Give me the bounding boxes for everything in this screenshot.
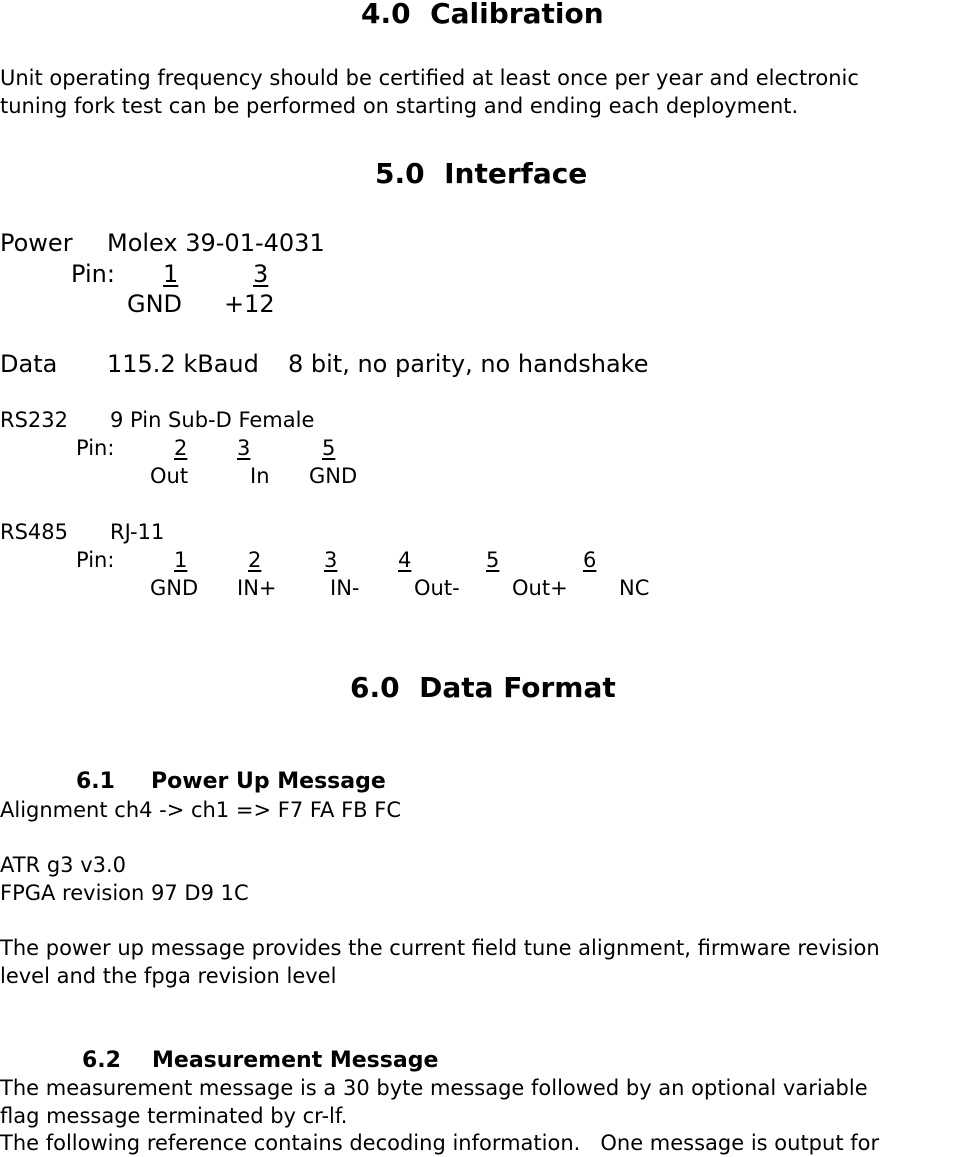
rs232-pin-label: Pin: bbox=[76, 436, 115, 460]
measurement-text-line: The following reference contains decoding information. One message is output for bbox=[0, 1131, 880, 1155]
rs485-pin-number: 6 bbox=[583, 548, 597, 572]
rs485-pin-number: 5 bbox=[486, 548, 500, 572]
power-pin-label: Pin: bbox=[71, 260, 115, 288]
power-up-text-line: Alignment ch4 -> ch1 => F7 FA FB FC bbox=[0, 798, 401, 822]
measurement-text-line: flag message terminated by cr-lf. bbox=[0, 1104, 348, 1128]
rs485-pin-signal: GND bbox=[150, 576, 199, 600]
rs485-pin-number: 3 bbox=[324, 548, 338, 572]
power-label: Power bbox=[0, 229, 73, 257]
rs485-pin-signal: Out- bbox=[414, 576, 460, 600]
rs485-pin-number: 1 bbox=[174, 548, 188, 572]
calibration-text-line: Unit operating frequency should be certified at least once per year and electronic bbox=[0, 66, 859, 90]
data-format-heading: 6.0 Data Format bbox=[350, 671, 616, 704]
power-up-section-title: Power Up Message bbox=[151, 769, 386, 794]
data-label: Data bbox=[0, 350, 58, 378]
rs232-connector: 9 Pin Sub-D Female bbox=[110, 408, 315, 432]
calibration-heading: 4.0 Calibration bbox=[361, 0, 604, 30]
rs232-label: RS232 bbox=[0, 408, 69, 432]
rs485-connector: RJ-11 bbox=[110, 520, 165, 544]
power-up-text-line: level and the fpga revision level bbox=[0, 964, 337, 988]
rs485-pin-signal: Out+ bbox=[512, 576, 568, 600]
power-up-section-number: 6.1 bbox=[76, 769, 115, 794]
calibration-text-line: tuning fork test can be performed on starting and ending each deployment. bbox=[0, 94, 799, 118]
rs485-pin-signal: NC bbox=[619, 576, 650, 600]
power-up-text-line: ATR g3 v3.0 bbox=[0, 853, 127, 877]
power-pin-signal: GND bbox=[127, 290, 183, 318]
rs232-pin-number: 3 bbox=[237, 436, 251, 460]
interface-heading: 5.0 Interface bbox=[375, 157, 588, 190]
power-up-text-line: FPGA revision 97 D9 1C bbox=[0, 881, 249, 905]
measurement-text-line: The measurement message is a 30 byte message followed by an optional variable bbox=[0, 1076, 868, 1100]
measurement-section-title: Measurement Message bbox=[152, 1048, 439, 1073]
rs232-pin-number: 2 bbox=[174, 436, 188, 460]
data-baud: 115.2 kBaud bbox=[107, 350, 259, 378]
power-pin-number: 1 bbox=[163, 260, 179, 288]
rs485-pin-label: Pin: bbox=[76, 548, 115, 572]
rs485-pin-number: 2 bbox=[248, 548, 262, 572]
power-pin-number: 3 bbox=[253, 260, 269, 288]
data-format: 8 bit, no parity, no handshake bbox=[288, 350, 649, 378]
power-connector: Molex 39-01-4031 bbox=[107, 229, 325, 257]
rs485-pin-number: 4 bbox=[398, 548, 412, 572]
rs232-pin-signal: In bbox=[250, 464, 270, 488]
rs232-pin-signal: GND bbox=[309, 464, 358, 488]
rs232-pin-number: 5 bbox=[322, 436, 336, 460]
rs485-pin-signal: IN- bbox=[330, 576, 360, 600]
power-pin-signal: +12 bbox=[224, 290, 275, 318]
measurement-section-number: 6.2 bbox=[82, 1048, 121, 1073]
power-up-text-line: The power up message provides the current field tune alignment, firmware revision bbox=[0, 936, 880, 960]
rs485-pin-signal: IN+ bbox=[237, 576, 277, 600]
rs485-label: RS485 bbox=[0, 520, 69, 544]
rs232-pin-signal: Out bbox=[150, 464, 189, 488]
